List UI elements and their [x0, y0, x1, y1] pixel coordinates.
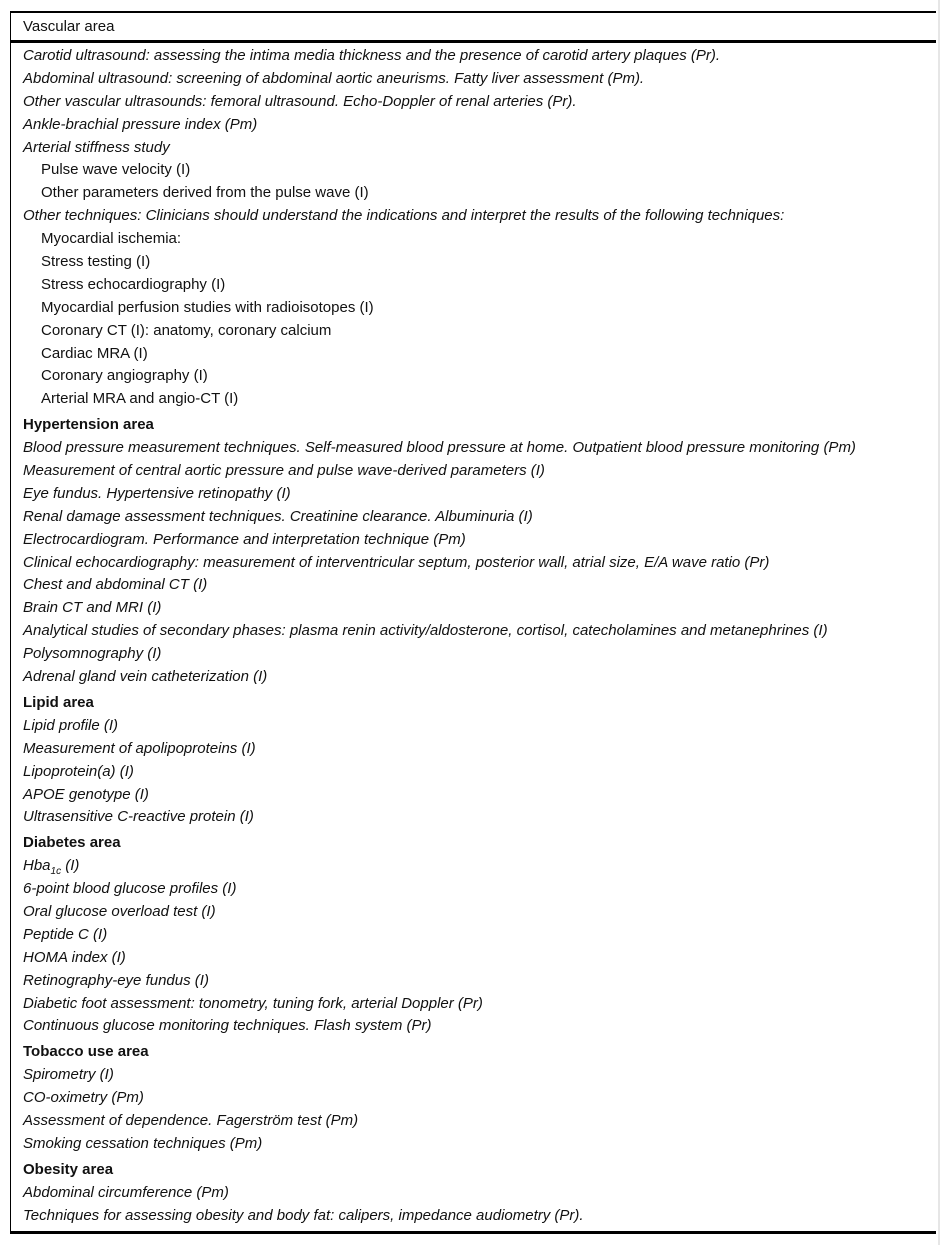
section-header-row: Tobacco use area [23, 1043, 149, 1061]
table-row: HOMA index (I) [23, 948, 126, 966]
table-row: 6-point blood glucose profiles (I) [23, 880, 237, 898]
table-row: Arterial stiffness study [23, 138, 170, 156]
table-row: Continuous glucose monitoring techniques. Flash system (Pr) [23, 1017, 432, 1035]
table-row: Pulse wave velocity (I) [41, 161, 191, 179]
table-row: Abdominal ultrasound: screening of abdominal aortic aneurisms. Fatty liver assessment (Pm). [23, 69, 645, 87]
table-row: Myocardial perfusion studies with radioisotopes (I) [41, 298, 374, 316]
table-row: Lipid profile (I) [23, 716, 119, 734]
table-header-row [11, 13, 936, 43]
table-row: Lipoprotein(a) (I) [23, 762, 134, 780]
table-row: Diabetic foot assessment: tonometry, tuning fork, arterial Doppler (Pr) [23, 994, 483, 1012]
table-row: Electrocardiogram. Performance and interpretation technique (Pm) [23, 530, 466, 548]
table-row: Abdominal circumference (Pm) [23, 1183, 229, 1201]
table-row: Brain CT and MRI (I) [23, 599, 162, 617]
table-row: Measurement of central aortic pressure and pulse wave-derived parameters (I) [23, 462, 545, 480]
table-body [11, 43, 936, 1234]
table-row: Analytical studies of secondary phases: plasma renin activity/aldosterone, cortisol, catecholamines and metanephrines (I) [23, 622, 828, 640]
table-row: APOE genotype (I) [23, 785, 149, 803]
table-row: Other techniques: Clinicians should understand the indications and interpret the results of the following techniques: [23, 207, 785, 225]
subscript-text: 1c [50, 866, 62, 878]
table-row: Arterial MRA and angio-CT (I) [41, 390, 239, 408]
table-row: Renal damage assessment techniques. Creatinine clearance. Albuminuria (I) [23, 507, 533, 525]
section-header-row: Hypertension area [23, 416, 154, 434]
table-row: Assessment of dependence. Fagerström test (Pm) [23, 1111, 359, 1129]
table-row: Coronary angiography (I) [41, 367, 208, 385]
row-text: (I) [61, 857, 80, 875]
section-header-row: Obesity area [23, 1160, 114, 1178]
table-row: Stress echocardiography (I) [41, 275, 226, 293]
table-row: Spirometry (I) [23, 1066, 114, 1084]
table-row: Retinography-eye fundus (I) [23, 971, 209, 989]
table-row: Adrenal gland vein catheterization (I) [23, 668, 268, 686]
page-edge-line [938, 0, 940, 1245]
table-row: Ankle-brachial pressure index (Pm) [23, 115, 258, 133]
row-text: Hba [23, 857, 51, 875]
table-row: Coronary CT (I): anatomy, coronary calcium [41, 321, 332, 339]
table-row: Polysomnography (I) [23, 645, 162, 663]
section-header-row: Lipid area [23, 693, 94, 711]
table-row: Stress testing (I) [41, 253, 151, 271]
table-row: Techniques for assessing obesity and body fat: calipers, impedance audiometry (Pr). [23, 1206, 584, 1224]
techniques-table [10, 11, 936, 1234]
table-row: Peptide C (I) [23, 925, 108, 943]
section-header-row: Diabetes area [23, 834, 121, 852]
table-row: CO-oximetry (Pm) [23, 1089, 144, 1107]
table-row: Smoking cessation techniques (Pm) [23, 1134, 263, 1152]
table-row: Other parameters derived from the pulse wave (I) [41, 184, 369, 202]
table-row [11, 855, 936, 878]
table-row: Oral glucose overload test (I) [23, 902, 216, 920]
table-row: Measurement of apolipoproteins (I) [23, 739, 256, 757]
table-row: Carotid ultrasound: assessing the intima media thickness and the presence of carotid artery plaques (Pr). [23, 47, 721, 64]
table-row: Chest and abdominal CT (I) [23, 576, 208, 594]
table-row: Clinical echocardiography: measurement of interventricular septum, posterior wall, atrial size, E/A wave ratio (Pr) [23, 553, 770, 571]
table-row: Other vascular ultrasounds: femoral ultrasound. Echo-Doppler of renal arteries (Pr). [23, 92, 577, 110]
table-row: Eye fundus. Hypertensive retinopathy (I) [23, 484, 291, 502]
table-row: Blood pressure measurement techniques. Self-measured blood pressure at home. Outpatient blood pressure monitoring (Pm) [23, 439, 856, 457]
table-row: Cardiac MRA (I) [41, 344, 148, 362]
table-row: Myocardial ischemia: [41, 230, 182, 248]
table-header-label: Vascular area [23, 18, 115, 35]
table-row: Ultrasensitive C-reactive protein (I) [23, 808, 254, 826]
